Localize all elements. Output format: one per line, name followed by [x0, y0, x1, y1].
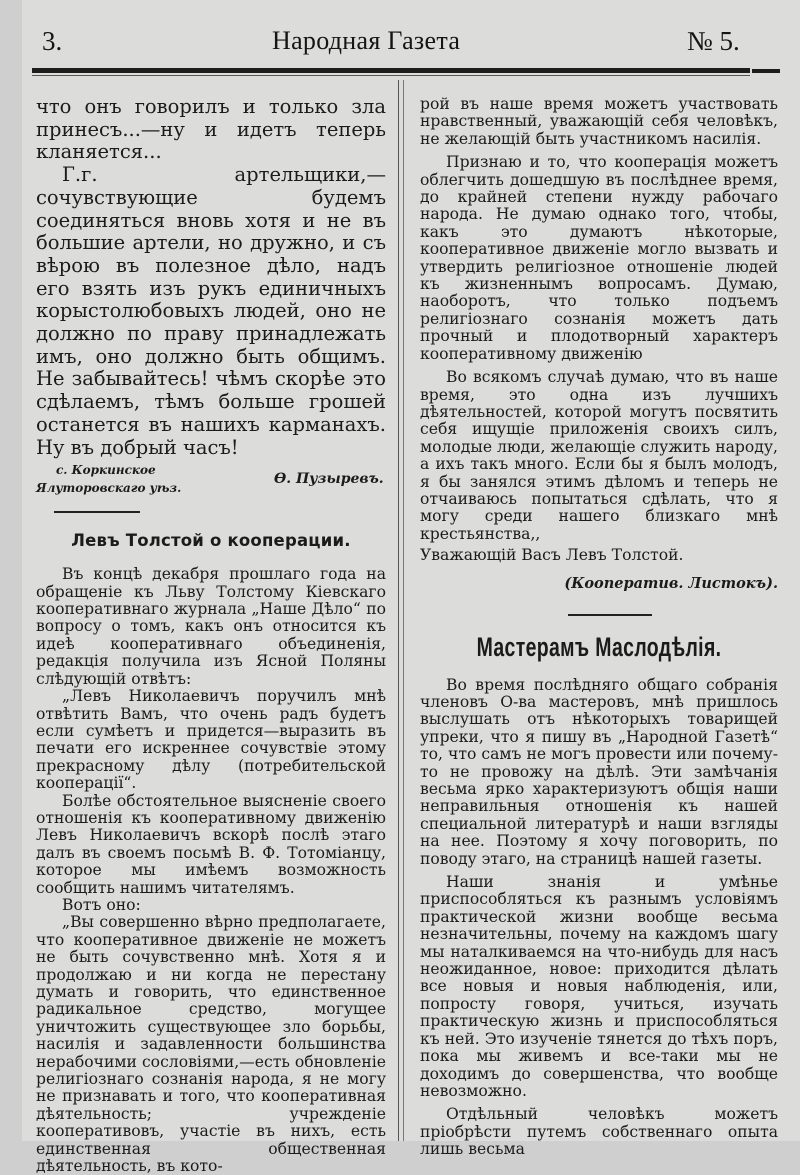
column-divider-inner [403, 80, 404, 1141]
article-paragraph: Въ концѣ декабря прошлаго года на обращеніе къ Льву Толстому Кіевскаго кооперативнаго журнала „Наше Дѣло“ по вопросу о томъ, какъ онъ относится къ идеѣ кооперативнаго объединенія, редакція получила изъ Ясной Поляны слѣдующій отвѣтъ: [36, 565, 386, 688]
article-paragraph: Признаю и то, что кооперація можетъ облегчить дошедшую въ послѣднее время, до крайней степени нужду рабочаго народа. Не думаю однако того, чтобы, какъ это думаютъ нѣкоторые, кооперативное движеніе могло вызвать и утвердить религіозное отношеніе людей къ жизненнымъ вопросамъ. Думаю, наоборотъ, что только подъемъ религіознаго сознанія можетъ дать прочный и плодотворный характеръ кооперативному движенію [420, 153, 778, 363]
issue-number: № 5. [687, 26, 740, 56]
intro-paragraph: что онъ говорилъ и только зла принесъ...—ну и идетъ теперь кланяется... [36, 95, 386, 164]
masthead-rule-thin [32, 75, 750, 76]
masthead-rule [32, 68, 750, 73]
article-title-tolstoy: Левъ Толстой о кооперации. [71, 531, 351, 551]
left-column [36, 96, 386, 1175]
article-separator [54, 511, 140, 513]
source-citation: (Кооператив. Листокъ). [564, 574, 778, 592]
article-paragraph: „Вы совершенно вѣрно предполагаете, что кооперативное движеніе не можетъ не быть сочувственно мнѣ. Хотя я и продолжаю и ни когда не перестану думать и говорить, что единственное радикальное средство, могущее уничтожить существующее зло борьбы, насилія и задавленности большинства нерабочими сословіями,—есть обновленіе религіознаго сознанія народа, я не могу не признавать и того, что кооперативная дѣятельность; учрежденіе кооперативовъ, участіе въ нихъ, есть единственная общественная дѣятельность, въ кото- [36, 913, 386, 1175]
article-paragraph: рой въ наше время можетъ участвовать нравственный, уважающій себя человѣкъ, не желающій быть участникомъ насилія. [420, 95, 778, 148]
signature-place: с. Коркинское [56, 463, 156, 478]
article-paragraph: Болѣе обстоятельное выясненіе своего отношенія къ кооперативному движенію Левъ Николаевичъ вскорѣ послѣ этаго далъ въ своемъ посьмѣ В. Ф. Тотоміанцу, которое мы имѣемъ возможность сообщить нашимъ читателямъ. [36, 791, 386, 897]
masthead [22, 0, 800, 80]
signature-author: Ѳ. Пузыревъ. [274, 471, 384, 488]
appeal-paragraph: Г.г. артельщики,—сочувствующие будемъ соединяться вновь хотя и не въ большие артели, но дружно, и съ вѣрою въ полезное дѣло, надъ его взять изъ рукъ единичныхъ корыстолюбовыхъ людей, оно не должно по праву принадлежать имъ, оно должно быть общимъ. Не забывайтесь! чѣмъ скорѣе это сдѣлаемъ, тѣмъ больше грошей останется въ нашихъ карманахъ. Ну въ добрый часъ! [36, 163, 386, 459]
article-paragraph: Во время послѣдняго общаго собранія членовъ О-ва мастеровъ, мнѣ пришлось выслушать отъ нѣкоторыхъ товарищей упреки, что я пишу въ „Народной Газетѣ“ то, что самъ не могъ провести или почему-то не провожу на дѣлѣ. Эти замѣчанія весьма ярко характеризуютъ общія наши неправильныя отношенія къ нашей специальной литературѣ и наши взгляды на нее. Поэтому я хочу поговорить, по поводу этаго, на страницѣ нашей газеты. [420, 675, 778, 868]
column-divider [398, 80, 399, 1141]
article-paragraph: „Левъ Николаевичъ поручилъ мнѣ отвѣтить Вамъ, что очень радъ будетъ если сумѣетъ и придется—выразить въ печати его искреннее сочувствіе этому прекрасному дѣлу (потребительской кооперації“. [36, 687, 386, 793]
letter-closing: Уважающій Васъ Левъ Толстой. [420, 546, 684, 565]
article-separator [568, 614, 652, 616]
article-paragraph: Отдѣльный человѣкъ можетъ пріобрѣсти путемъ собственнаго опыта лишь весьма [420, 1105, 778, 1159]
page-number: 3. [42, 26, 63, 56]
article-paragraph: Вотъ оно: [62, 895, 141, 914]
article-title-masters: Мастерамъ Маслодѣлія. [476, 631, 722, 662]
newspaper-title: Народная Газета [272, 26, 461, 55]
signature-block [36, 461, 386, 501]
masthead-rule-short [752, 69, 780, 73]
article-paragraph: Во всякомъ случаѣ думаю, что въ наше время, это одна изъ лучшихъ дѣятельностей, которой могутъ посвятить себя ищущіе приложенія своихъ силъ, молодые люди, желающіе служить народу, а ихъ такъ много. Если бы я былъ молодъ, я бы занялся этимъ дѣломъ и теперь не отчаиваюсь попытаться сдѣлать, что я могу среди нашего близкаго мнѣ крестьянства,, [420, 368, 778, 543]
article-paragraph: Наши знанія и умѣнье приспособляться къ разнымъ условіямъ практической жизни вообще весьма незначительны, почему на каждомъ шагу мы наталкиваемся на что-нибудь для насъ неожиданное, новое: приходится дѣлать все новыя и новыя наблюденія, или, попросту говоря, учиться, изучать практическую жизнь и приспособляться къ ней. Это изученіе тянется до тѣхъ поръ, пока мы живемъ и все-таки мы не доходимъ до совершенства, что вообще невозможно. [420, 873, 778, 1100]
right-column [420, 96, 778, 1159]
newspaper-page [22, 0, 800, 1175]
signature-district: Ялуторовскаго уѣз. [36, 481, 182, 496]
